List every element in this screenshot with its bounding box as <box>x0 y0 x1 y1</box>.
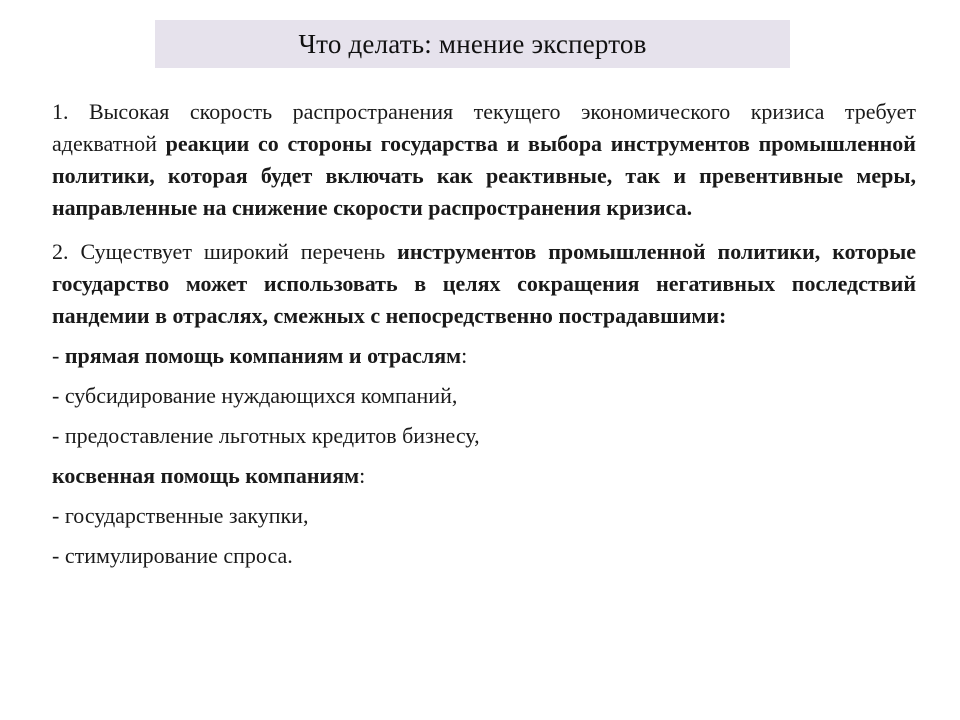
point-2-bold: инструментов промышленной политики, которые государство может использовать в целях сокращения негативных последствий пандемии в отраслях, смежных с непосредственно пострадавшими: <box>52 239 917 328</box>
direct-help-prefix: - <box>52 343 65 368</box>
title-bar <box>155 20 790 68</box>
direct-help-heading <box>52 340 916 372</box>
direct-help-suffix: : <box>461 343 468 368</box>
indirect-help-suffix: : <box>359 463 366 488</box>
point-1 <box>52 96 916 224</box>
direct-item-subsidies: - субсидирование нуждающихся компаний, <box>52 383 458 408</box>
point-2 <box>52 236 916 332</box>
indirect-help-heading <box>52 460 916 492</box>
direct-help-label: прямая помощь компаниям и отраслям <box>64 343 462 368</box>
point-1-regular: 1. Высокая скорость распространения текущего экономического кризиса требует адекватной <box>52 99 916 156</box>
indirect-item-demand: - стимулирование спроса. <box>52 543 293 568</box>
slide-title: Что делать: мнение экспертов <box>298 28 647 59</box>
indirect-item-procurement: - государственные закупки, <box>52 503 309 528</box>
slide-content <box>52 96 916 580</box>
point-1-bold: реакции со стороны государства и выбора инструментов промышленной политики, которая будет включать как реактивные, так и превентивные меры, направленные на снижение скорости распространения кризиса. <box>52 131 916 220</box>
point-2-regular: 2. Существует широкий перечень <box>52 239 398 264</box>
indirect-help-label: косвенная помощь компаниям <box>52 463 360 488</box>
direct-item-loans: - предоставление льготных кредитов бизнесу, <box>52 423 480 448</box>
